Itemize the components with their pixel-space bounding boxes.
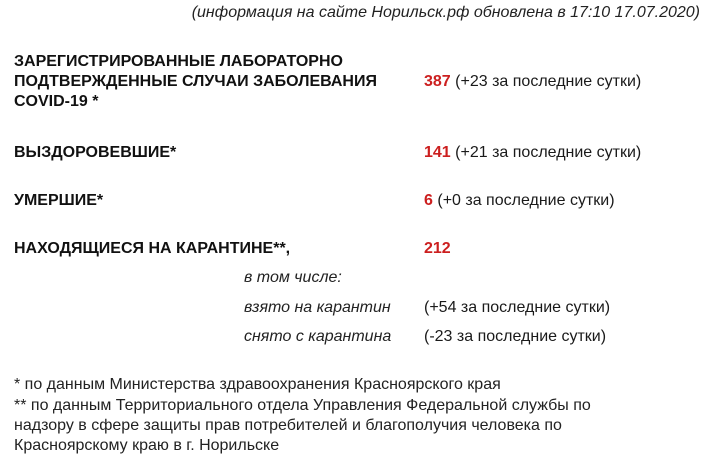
recovered-delta: (+21 за последние сутки) bbox=[455, 144, 642, 161]
recovered-value-row bbox=[424, 143, 641, 163]
update-note: (информация на сайте Норильск.рф обновлена в 17:10 17.07.2020) bbox=[191, 4, 700, 21]
confirmed-label-line: ЗАРЕГИСТРИРОВАННЫЕ ЛАБОРАТОРНО bbox=[14, 53, 343, 70]
deceased-delta: (+0 за последние сутки) bbox=[437, 192, 615, 209]
footnote-rospotrebnadzor-line: надзору в сфере защиты прав потребителей и благополучия человека по bbox=[14, 417, 562, 434]
footnote-rospotrebnadzor-line: Красноярскому краю в г. Норильске bbox=[14, 437, 280, 454]
including-label: в том числе: bbox=[244, 269, 342, 286]
taken-quarantine-delta: (+54 за последние сутки) bbox=[424, 299, 611, 316]
released-quarantine-label: снято с карантина bbox=[244, 328, 392, 345]
released-quarantine-delta: (-23 за последние сутки) bbox=[424, 328, 607, 345]
footnote-rospotrebnadzor-line: ** по данным Территориального отдела Управления Федеральной службы по bbox=[14, 397, 591, 414]
confirmed-count: 387 bbox=[424, 73, 451, 90]
recovered-label: ВЫЗДОРОВЕВШИЕ* bbox=[14, 144, 177, 161]
confirmed-label-line: COVID-19 * bbox=[14, 93, 99, 110]
confirmed-delta: (+23 за последние сутки) bbox=[455, 73, 642, 90]
deceased-count: 6 bbox=[424, 192, 433, 209]
footnote-ministry: * по данным Министерства здравоохранения Красноярского края bbox=[14, 376, 501, 393]
quarantine-count: 212 bbox=[424, 240, 451, 257]
recovered-count: 141 bbox=[424, 144, 451, 161]
quarantine-label: НАХОДЯЩИЕСЯ НА КАРАНТИНЕ**, bbox=[14, 240, 291, 257]
deceased-value-row bbox=[424, 191, 615, 211]
confirmed-label-line: ПОДТВЕРЖДЕННЫЕ СЛУЧАИ ЗАБОЛЕВАНИЯ bbox=[14, 73, 377, 90]
taken-quarantine-label: взято на карантин bbox=[244, 299, 391, 316]
confirmed-label bbox=[14, 52, 377, 112]
deceased-label: УМЕРШИЕ* bbox=[14, 192, 104, 209]
quarantine-value-row bbox=[424, 239, 451, 259]
confirmed-value-row bbox=[424, 72, 641, 92]
